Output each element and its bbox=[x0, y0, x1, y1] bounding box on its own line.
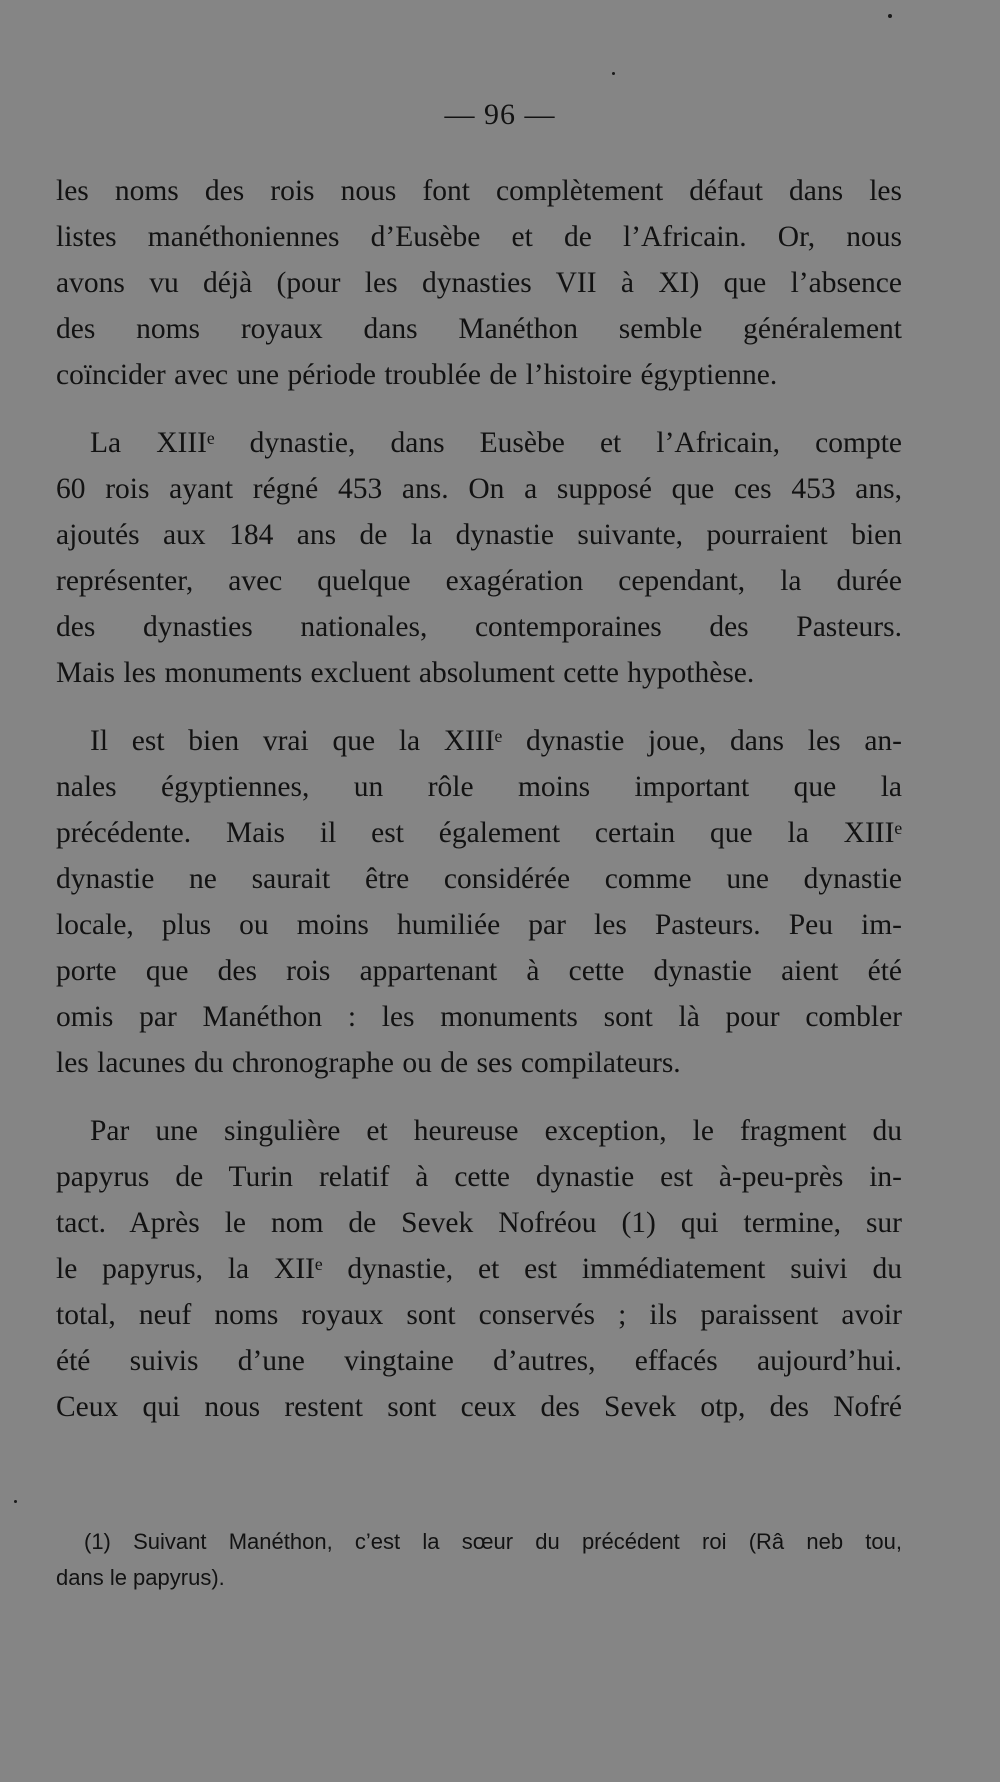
text-line: été suivis d’une vingtaine d’autres, effacés aujourd’hui. bbox=[56, 1345, 902, 1377]
text-line: les lacunes du chronographe ou de ses compilateurs. bbox=[56, 1047, 681, 1079]
text-line: Mais les monuments excluent absolument cette hypothèse. bbox=[56, 657, 755, 689]
text-line: 60 rois ayant régné 453 ans. On a supposé que ces 453 ans, bbox=[56, 473, 902, 505]
paragraph-3 bbox=[56, 718, 902, 1086]
paragraph-4 bbox=[56, 1108, 902, 1430]
footnote bbox=[56, 1524, 902, 1596]
text-line: avons vu déjà (pour les dynasties VII à XI) que l’absence bbox=[56, 267, 902, 299]
footnote-line: (1) Suivant Manéthon, c’est la sœur du précédent roi (Râ neb tou, bbox=[84, 1529, 902, 1554]
scan-speck bbox=[888, 14, 892, 18]
paragraph-2 bbox=[56, 420, 902, 696]
text-line: des dynasties nationales, contemporaines des Pasteurs. bbox=[56, 611, 902, 643]
footnote-line: dans le papyrus). bbox=[56, 1565, 225, 1590]
text-line: Ceux qui nous restent sont ceux des Sevek otp, des Nofré bbox=[56, 1391, 902, 1423]
text-line: ajoutés aux 184 ans de la dynastie suivante, pourraient bien bbox=[56, 519, 902, 551]
text-line: porte que des rois appartenant à cette dynastie aient été bbox=[56, 955, 902, 987]
paragraph-gap bbox=[56, 696, 902, 718]
paragraph-1 bbox=[56, 168, 902, 398]
text-line: des noms royaux dans Manéthon semble généralement bbox=[56, 313, 902, 345]
scan-speck bbox=[14, 1500, 17, 1503]
text-line: Il est bien vrai que la XIIIᵉ dynastie joue, dans les an- bbox=[90, 725, 902, 757]
text-line: précédente. Mais il est également certain que la XIIIᵉ bbox=[56, 817, 902, 849]
text-line: coïncider avec une période troublée de l’histoire égyptienne. bbox=[56, 359, 778, 391]
text-line: dynastie ne saurait être considérée comme une dynastie bbox=[56, 863, 902, 895]
paragraph-gap bbox=[56, 1086, 902, 1108]
page-number: — 96 — bbox=[444, 98, 556, 131]
text-line: La XIIIᵉ dynastie, dans Eusèbe et l’Africain, compte bbox=[90, 427, 902, 459]
body-text bbox=[56, 168, 902, 1430]
text-line: le papyrus, la XIIᵉ dynastie, et est immédiatement suivi du bbox=[56, 1253, 902, 1285]
text-line: représenter, avec quelque exagération cependant, la durée bbox=[56, 565, 902, 597]
text-line: tact. Après le nom de Sevek Nofréou (1) qui termine, sur bbox=[56, 1207, 902, 1239]
paragraph-gap bbox=[56, 398, 902, 420]
scan-speck bbox=[612, 72, 615, 75]
text-line: omis par Manéthon : les monuments sont là pour combler bbox=[56, 1001, 902, 1033]
text-line: listes manéthoniennes d’Eusèbe et de l’Africain. Or, nous bbox=[56, 221, 902, 253]
text-line: les noms des rois nous font complètement défaut dans les bbox=[56, 175, 902, 207]
text-line: Par une singulière et heureuse exception, le fragment du bbox=[90, 1115, 902, 1147]
text-line: total, neuf noms royaux sont conservés ; ils paraissent avoir bbox=[56, 1299, 902, 1331]
text-line: locale, plus ou moins humiliée par les Pasteurs. Peu im- bbox=[56, 909, 902, 941]
text-line: papyrus de Turin relatif à cette dynastie est à-peu-près in- bbox=[56, 1161, 902, 1193]
text-line: nales égyptiennes, un rôle moins important que la bbox=[56, 771, 902, 803]
